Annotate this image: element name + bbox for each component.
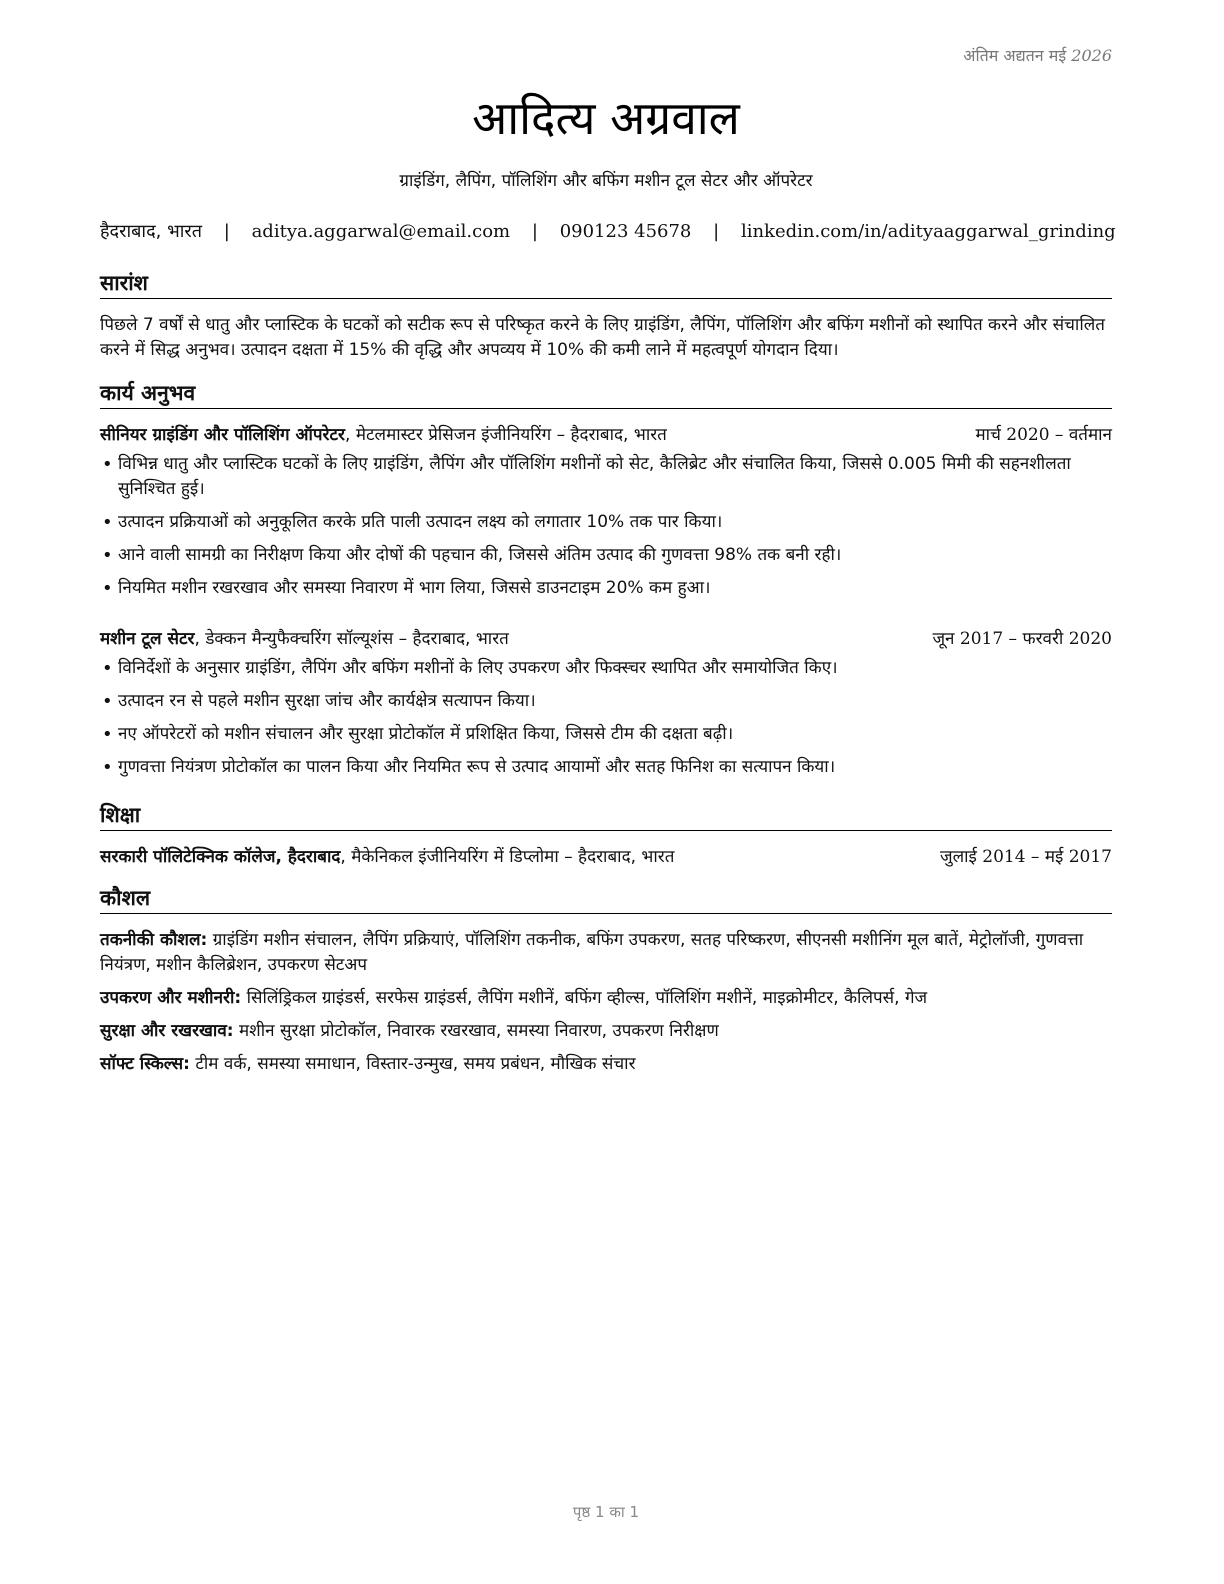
list-item: • उत्पादन प्रक्रियाओं को अनुकूलित करके प्रति पाली उत्पादन लक्ष्य को लगातार 10% तक पार किया।: [100, 510, 1112, 535]
education-dates: जुलाई 2014 – मई 2017: [939, 847, 1112, 867]
list-item: • विभिन्न धातु और प्लास्टिक घटकों के लिए ग्राइंडिंग, लैपिंग और पॉलिशिंग मशीनों को सेट, कैलिब्रेट और संचालित किया, जिससे 0.005 मिमी की सहनशीलता सुनिश्चित हुई।: [100, 452, 1112, 502]
job-bullets: [100, 656, 1112, 788]
skill-row: [100, 928, 1112, 978]
list-item: • उत्पादन रन से पहले मशीन सुरक्षा जांच और कार्यक्षेत्र सत्यापन किया।: [100, 689, 1112, 714]
job-bullets: [100, 452, 1112, 609]
job-title: मशीन टूल सेटर: [100, 629, 195, 649]
contact-phone[interactable]: 090123 45678: [559, 221, 692, 242]
job-org: , डेक्कन मैन्युफैक्चरिंग सॉल्यूशंस – हैदराबाद, भारत: [194, 629, 509, 649]
list-item: • नियमित मशीन रखरखाव और समस्या निवारण में भाग लिया, जिससे डाउनटाइम 20% कम हुआ।: [100, 576, 1112, 601]
contact-line: [100, 219, 1116, 243]
skill-value: टीम वर्क, समस्या समाधान, विस्तार-उन्मुख, समय प्रबंधन, मौखिक संचार: [189, 1054, 636, 1074]
contact-separator: |: [531, 221, 538, 242]
education-details: , मैकेनिकल इंजीनियरिंग में डिप्लोमा – हैदराबाद, भारत: [340, 847, 675, 867]
skill-value: मशीन सुरक्षा प्रोटोकॉल, निवारक रखरखाव, समस्या निवारण, उपकरण निरीक्षण: [233, 1021, 719, 1041]
summary-text: पिछले 7 वर्षों से धातु और प्लास्टिक के घटकों को सटीक रूप से परिष्कृत करने के लिए ग्राइंडिंग, लैपिंग, पॉलिशिंग और बफिंग मशीनों को स्थापित करने और संचालित करने में सिद्ध अनुभव। उत्पादन दक्षता में 15% की वृद्धि और अपव्यय में 10% की कमी लाने में महत्वपूर्ण योगदान दिया।: [100, 315, 1105, 360]
skill-row: [100, 1019, 1112, 1044]
last-updated-year: 2026: [1071, 46, 1112, 65]
job-org: , मेटलमास्टर प्रेसिजन इंजीनियरिंग – हैदराबाद, भारत: [345, 425, 667, 445]
job-header: [100, 423, 1112, 447]
skill-row: [100, 1052, 1112, 1077]
skill-label: सुरक्षा और रखरखाव:: [100, 1021, 234, 1041]
job-title: सीनियर ग्राइंडिंग और पॉलिशिंग ऑपरेटर: [100, 425, 346, 445]
list-item: • गुणवत्ता नियंत्रण प्रोटोकॉल का पालन किया और नियमित रूप से उत्पाद आयामों और सतह फिनिश का सत्यापन किया।: [100, 755, 1112, 780]
list-item: • आने वाली सामग्री का निरीक्षण किया और दोषों की पहचान की, जिससे अंतिम उत्पाद की गुणवत्ता 98% तक बनी रही।: [100, 543, 1112, 568]
education-entry: [100, 845, 1112, 869]
contact-separator: |: [713, 221, 720, 242]
last-updated: [963, 44, 1112, 66]
skill-value: सिलिंड्रिकल ग्राइंडर्स, सरफेस ग्राइंडर्स, लैपिंग मशीनें, बफिंग व्हील्स, पॉलिशिंग मशीनें, माइक्रोमीटर, कैलिपर्स, गेज: [241, 988, 928, 1008]
education-heading: शिक्षा: [100, 802, 1112, 831]
education-institution: सरकारी पॉलिटेक्निक कॉलेज, हैदराबाद: [100, 847, 341, 867]
candidate-tagline: ग्राइंडिंग, लैपिंग, पॉलिशिंग और बफिंग मशीन टूल सेटर और ऑपरेटर: [399, 171, 813, 191]
candidate-name: आदित्य अग्रवाल: [472, 91, 740, 145]
education-institution-details: [100, 845, 674, 869]
skill-label: सॉफ्ट स्किल्स:: [100, 1054, 190, 1074]
page-number: पृष्ठ 1 का 1: [572, 1503, 640, 1521]
resume-page: [100, 0, 1116, 1584]
skills-heading: कौशल: [100, 885, 1112, 914]
skill-row: [100, 986, 1112, 1011]
list-item: • विनिर्देशों के अनुसार ग्राइंडिंग, लैपिंग और बफिंग मशीनों के लिए उपकरण और फिक्स्चर स्थापित और समायोजित किए।: [100, 656, 1112, 681]
contact-email[interactable]: aditya.aggarwal@email.com: [251, 221, 511, 242]
skill-label: उपकरण और मशीनरी:: [100, 988, 242, 1008]
last-updated-label: अंतिम अद्यतन मई: [963, 46, 1067, 65]
summary-heading: सारांश: [100, 270, 1112, 299]
job-title-org: [100, 627, 509, 651]
skill-label: तकनीकी कौशल:: [100, 930, 208, 950]
job-title-org: [100, 423, 667, 447]
job-header: [100, 627, 1112, 651]
skill-value: ग्राइंडिंग मशीन संचालन, लैपिंग प्रक्रियाएं, पॉलिशिंग तकनीक, बफिंग उपकरण, सतह परिष्करण, सीएनसी मशीनिंग मूल बातें, मेट्रोलॉजी, गुणवत्ता नियंत्रण, मशीन कैलिब्रेशन, उपकरण सेटअप: [100, 930, 1084, 975]
contact-linkedin[interactable]: linkedin.com/in/adityaaggarwal_grinding: [740, 221, 1116, 242]
job-dates: जून 2017 – फरवरी 2020: [932, 629, 1112, 649]
contact-location: हैदराबाद, भारत: [100, 221, 203, 242]
contact-separator: |: [223, 221, 230, 242]
experience-heading: कार्य अनुभव: [100, 380, 1112, 409]
job-dates: मार्च 2020 – वर्तमान: [975, 425, 1112, 445]
list-item: • नए ऑपरेटरों को मशीन संचालन और सुरक्षा प्रोटोकॉल में प्रशिक्षित किया, जिससे टीम की दक्षता बढ़ी।: [100, 722, 1112, 747]
